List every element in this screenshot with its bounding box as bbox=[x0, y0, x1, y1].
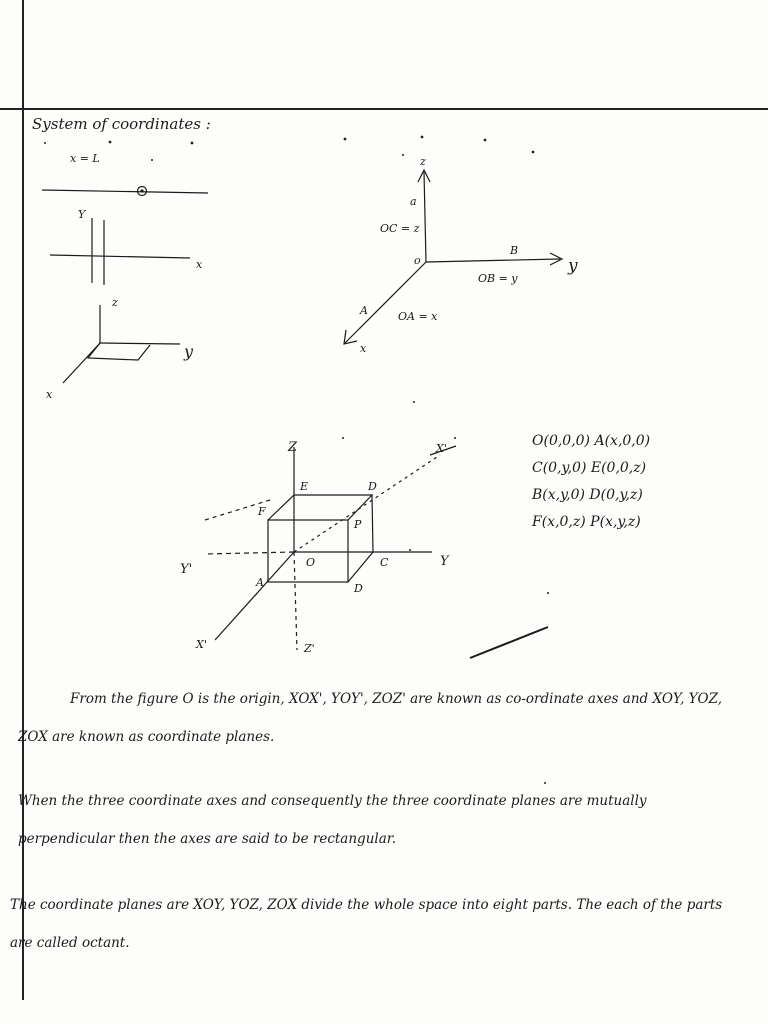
coordinate-row: O(0,0,0) A(x,0,0) bbox=[532, 433, 651, 449]
label-fig4-oc: OC = z bbox=[380, 222, 420, 235]
coordinate-row: C(0,y,0) E(0,0,z) bbox=[532, 460, 647, 476]
label-fig5-zp: Z' bbox=[304, 642, 315, 655]
label-fig4-b: B bbox=[510, 244, 519, 257]
label-fig4-x: x bbox=[360, 342, 367, 355]
label-fig2-y: Y bbox=[78, 208, 86, 221]
label-fig4-ob: OB = y bbox=[478, 272, 518, 285]
label-fig5-p: P bbox=[354, 518, 362, 531]
figure-3d-axes bbox=[63, 305, 180, 383]
label-fig5-z: Z bbox=[288, 440, 298, 455]
paragraph-rectangular: When the three coordinate axes and consequently the three coordinate planes are mutually perpendicular then the axes are said to be rectangular. bbox=[18, 793, 647, 847]
label-fig5-a: A bbox=[256, 576, 264, 589]
label-fig4-y: y bbox=[568, 256, 578, 276]
figure-line-point bbox=[42, 187, 208, 196]
label-fig5-xtop: X' bbox=[436, 442, 447, 455]
figure-2d-axes bbox=[50, 218, 190, 285]
label-fig5-d-bot: D bbox=[354, 582, 363, 595]
label-fig4-oa: OA = x bbox=[398, 310, 438, 323]
label-fig5-d-top: D bbox=[368, 480, 377, 493]
label-fig4-o: o bbox=[414, 254, 421, 267]
label-fig5-x: X' bbox=[196, 638, 207, 651]
label-x-equals-l: x = L bbox=[70, 152, 100, 165]
figure-axes-arrows bbox=[344, 170, 562, 344]
paragraph-octant: The coordinate planes are XOY, YOZ, ZOX divide the whole space into eight parts. The each of the parts are called octant. bbox=[10, 897, 723, 951]
paragraph-origin: From the figure O is the origin, XOX', YOY', ZOZ' are known as co-ordinate axes and XOY, YOZ, ZOX are known as coordinate planes. bbox=[18, 691, 723, 745]
label-fig5-y: Y bbox=[440, 554, 449, 569]
label-fig3-x: x bbox=[46, 388, 53, 401]
label-fig5-f: F bbox=[258, 505, 266, 518]
label-fig5-o: O bbox=[306, 556, 316, 569]
page-title: System of coordinates : bbox=[32, 115, 211, 133]
label-fig5-e: E bbox=[300, 480, 309, 493]
coordinate-row: F(x,0,z) P(x,y,z) bbox=[532, 514, 641, 530]
label-fig5-c: C bbox=[380, 556, 389, 569]
label-fig3-z: z bbox=[112, 296, 118, 309]
figure-3d-box bbox=[205, 446, 548, 658]
coordinate-list bbox=[532, 428, 732, 536]
label-fig2-x: x bbox=[196, 258, 203, 271]
label-fig3-y: y bbox=[184, 342, 194, 361]
label-fig5-yp: Y' bbox=[180, 562, 193, 577]
coordinate-row: B(x,y,0) D(0,y,z) bbox=[532, 487, 643, 503]
label-fig4-A: A bbox=[360, 304, 368, 317]
label-fig4-z: z bbox=[420, 155, 426, 168]
label-fig4-a: a bbox=[410, 195, 417, 208]
